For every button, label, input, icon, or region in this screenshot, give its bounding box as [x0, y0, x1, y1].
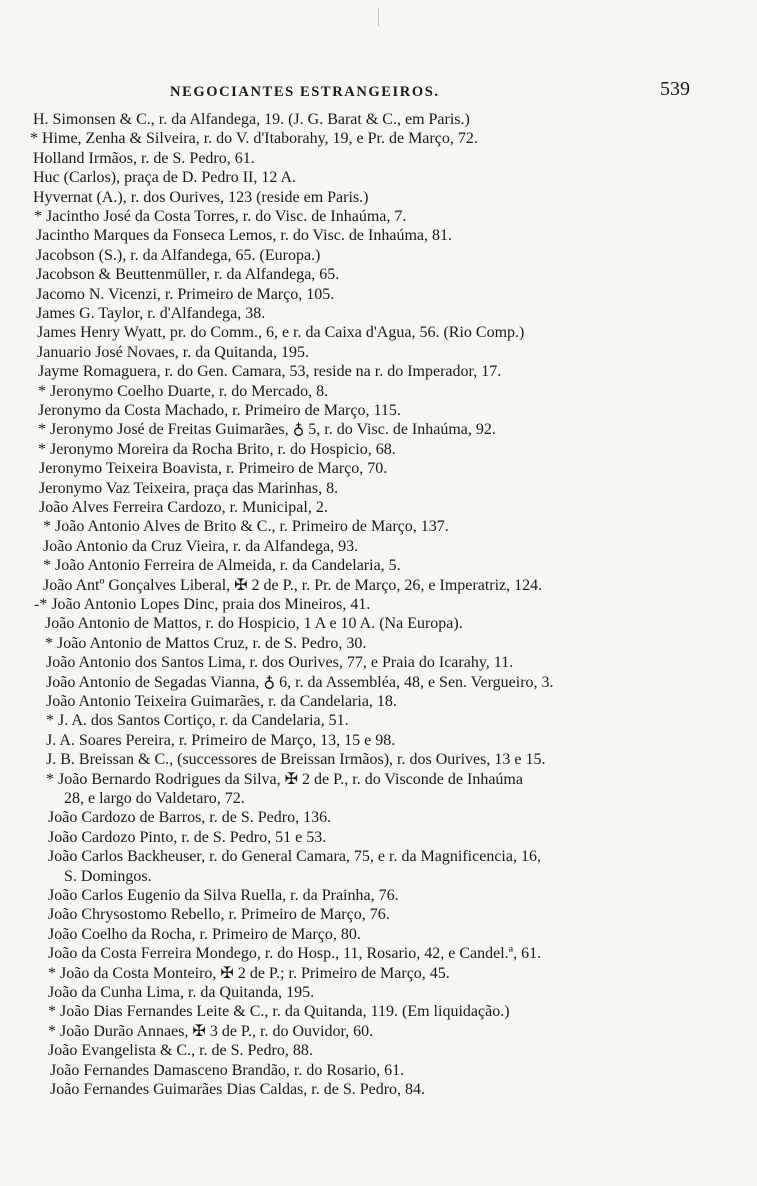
list-item: * Jacintho José da Costa Torres, r. do Visc. de Inhaúma, 7.: [34, 208, 407, 225]
list-item: João Antonio da Cruz Vieira, r. da Alfandega, 93.: [43, 537, 359, 555]
list-item: João Antonio de Segadas Vianna, ♁ 6, r. da Assembléa, 48, e Sen. Vergueiro, 3.: [46, 673, 554, 691]
list-item: James Henry Wyatt, pr. do Comm., 6, e r. da Caixa d'Agua, 56. (Rio Comp.): [37, 324, 525, 342]
list-item: * Jeronymo José de Freitas Guimarães, ♁ 5, r. do Visc. de Inhaúma, 92.: [38, 421, 496, 439]
list-item: João Coelho da Rocha, r. Primeiro de Março, 80.: [48, 925, 361, 943]
list-item: João Fernandes Damasceno Brandão, r. do Rosario, 61.: [50, 1061, 405, 1079]
list-item: João Carlos Backheuser, r. do General Camara, 75, e r. da Magnificencia, 16,: [48, 848, 541, 866]
list-item: João Antonio dos Santos Lima, r. dos Ourives, 77, e Praia do Icarahy, 11.: [46, 654, 514, 672]
list-item: * Jeronymo Moreira da Rocha Brito, r. do Hospicio, 68.: [38, 440, 396, 458]
list-item: João Antonio de Mattos, r. do Hospicio, 1 A e 10 A. (Na Europa).: [45, 615, 463, 633]
list-item: * João da Costa Monteiro, ✠ 2 de P.; r. Primeiro de Março, 45.: [48, 964, 450, 982]
list-item: 28, e largo do Valdetaro, 72.: [64, 790, 245, 807]
list-item: João Evangelista & C., r. de S. Pedro, 88.: [48, 1042, 313, 1060]
list-item: Hyvernat (A.), r. dos Ourives, 123 (reside em Paris.): [33, 188, 369, 206]
list-item: * J. A. dos Santos Cortiço, r. da Candelaria, 51.: [46, 712, 349, 730]
list-item: João da Cunha Lima, r. da Quitanda, 195.: [48, 984, 315, 1001]
list-item: João Alves Ferreira Cardozo, r. Municipal, 2.: [39, 499, 328, 516]
list-item: Januario José Novaes, r. da Quitanda, 195.: [37, 343, 309, 361]
list-item: Jacobson (S.), r. da Alfandega, 65. (Europa.): [36, 246, 321, 264]
list-item: João Cardozo de Barros, r. de S. Pedro, 136.: [48, 809, 332, 827]
list-item: James G. Taylor, r. d'Alfandega, 38.: [36, 305, 266, 322]
list-item: João Antº Gonçalves Liberal, ✠ 2 de P., r. Pr. de Março, 26, e Imperatriz, 124.: [43, 576, 543, 594]
list-item: -* João Antonio Lopes Dinc, praia dos Mineiros, 41.: [34, 596, 371, 613]
list-item: João da Costa Ferreira Mondego, r. do Hosp., 11, Rosario, 42, e Candel.ª, 61.: [48, 945, 542, 963]
list-item: * João Antonio Ferreira de Almeida, r. da Candelaria, 5.: [43, 557, 401, 575]
list-item: * João Antonio de Mattos Cruz, r. de S. Pedro, 30.: [45, 634, 367, 652]
list-item: Jacobson & Beuttenmüller, r. da Alfandega, 65.: [36, 266, 340, 284]
list-item: Jeronymo Teixeira Boavista, r. Primeiro de Março, 70.: [39, 460, 388, 478]
scan-mark: [378, 8, 379, 26]
list-item: * Hime, Zenha & Silveira, r. do V. d'Itaborahy, 19, e Pr. de Março, 72.: [30, 130, 478, 148]
list-item: João Cardozo Pinto, r. de S. Pedro, 51 e 53.: [48, 828, 327, 846]
running-title: NEGOCIANTES ESTRANGEIROS.: [170, 84, 440, 100]
list-item: Jacomo N. Vicenzi, r. Primeiro de Março, 105.: [36, 285, 335, 303]
list-item: J. B. Breissan & C., (successores de Breissan Irmãos), r. dos Ourives, 13 e 15.: [46, 751, 546, 769]
list-item: João Fernandes Guimarães Dias Caldas, r. de S. Pedro, 84.: [50, 1081, 426, 1098]
page-header: [170, 80, 690, 106]
list-item: João Antonio Teixeira Guimarães, r. da Candelaria, 18.: [46, 693, 397, 710]
page-number: 539: [660, 78, 690, 100]
list-item: Jeronymo da Costa Machado, r. Primeiro de Março, 115.: [38, 402, 401, 419]
list-item: João Carlos Eugenio da Silva Ruella, r. da Prainha, 76.: [48, 887, 399, 904]
list-item: Jeronymo Vaz Teixeira, praça das Marinhas, 8.: [39, 479, 339, 497]
list-item: * João Bernardo Rodrigues da Silva, ✠ 2 de P., r. do Visconde de Inhaúma: [46, 770, 523, 788]
list-item: Holland Irmãos, r. de S. Pedro, 61.: [33, 149, 255, 167]
list-item: J. A. Soares Pereira, r. Primeiro de Março, 13, 15 e 98.: [46, 731, 396, 749]
list-item: H. Simonsen & C., r. da Alfandega, 19. (J. G. Barat & C., em Paris.): [33, 111, 470, 128]
list-item: Jayme Romaguera, r. do Gen. Camara, 53, reside na r. do Imperador, 17.: [38, 363, 502, 381]
list-item: João Chrysostomo Rebello, r. Primeiro de Março, 76.: [48, 906, 390, 924]
list-item: S. Domingos.: [64, 867, 152, 885]
list-item: Huc (Carlos), praça de D. Pedro II, 12 A.: [33, 169, 297, 187]
list-item: * João Durão Annaes, ✠ 3 de P., r. do Ouvidor, 60.: [48, 1022, 374, 1040]
list-item: * Jeronymo Coelho Duarte, r. do Mercado, 8.: [38, 382, 329, 400]
list-item: * João Dias Fernandes Leite & C., r. da Quitanda, 119. (Em liquidação.): [48, 1003, 510, 1021]
list-item: * João Antonio Alves de Brito & C., r. Primeiro de Março, 137.: [43, 518, 449, 536]
list-item: Jacintho Marques da Fonseca Lemos, r. do Visc. de Inhaúma, 81.: [36, 227, 452, 245]
